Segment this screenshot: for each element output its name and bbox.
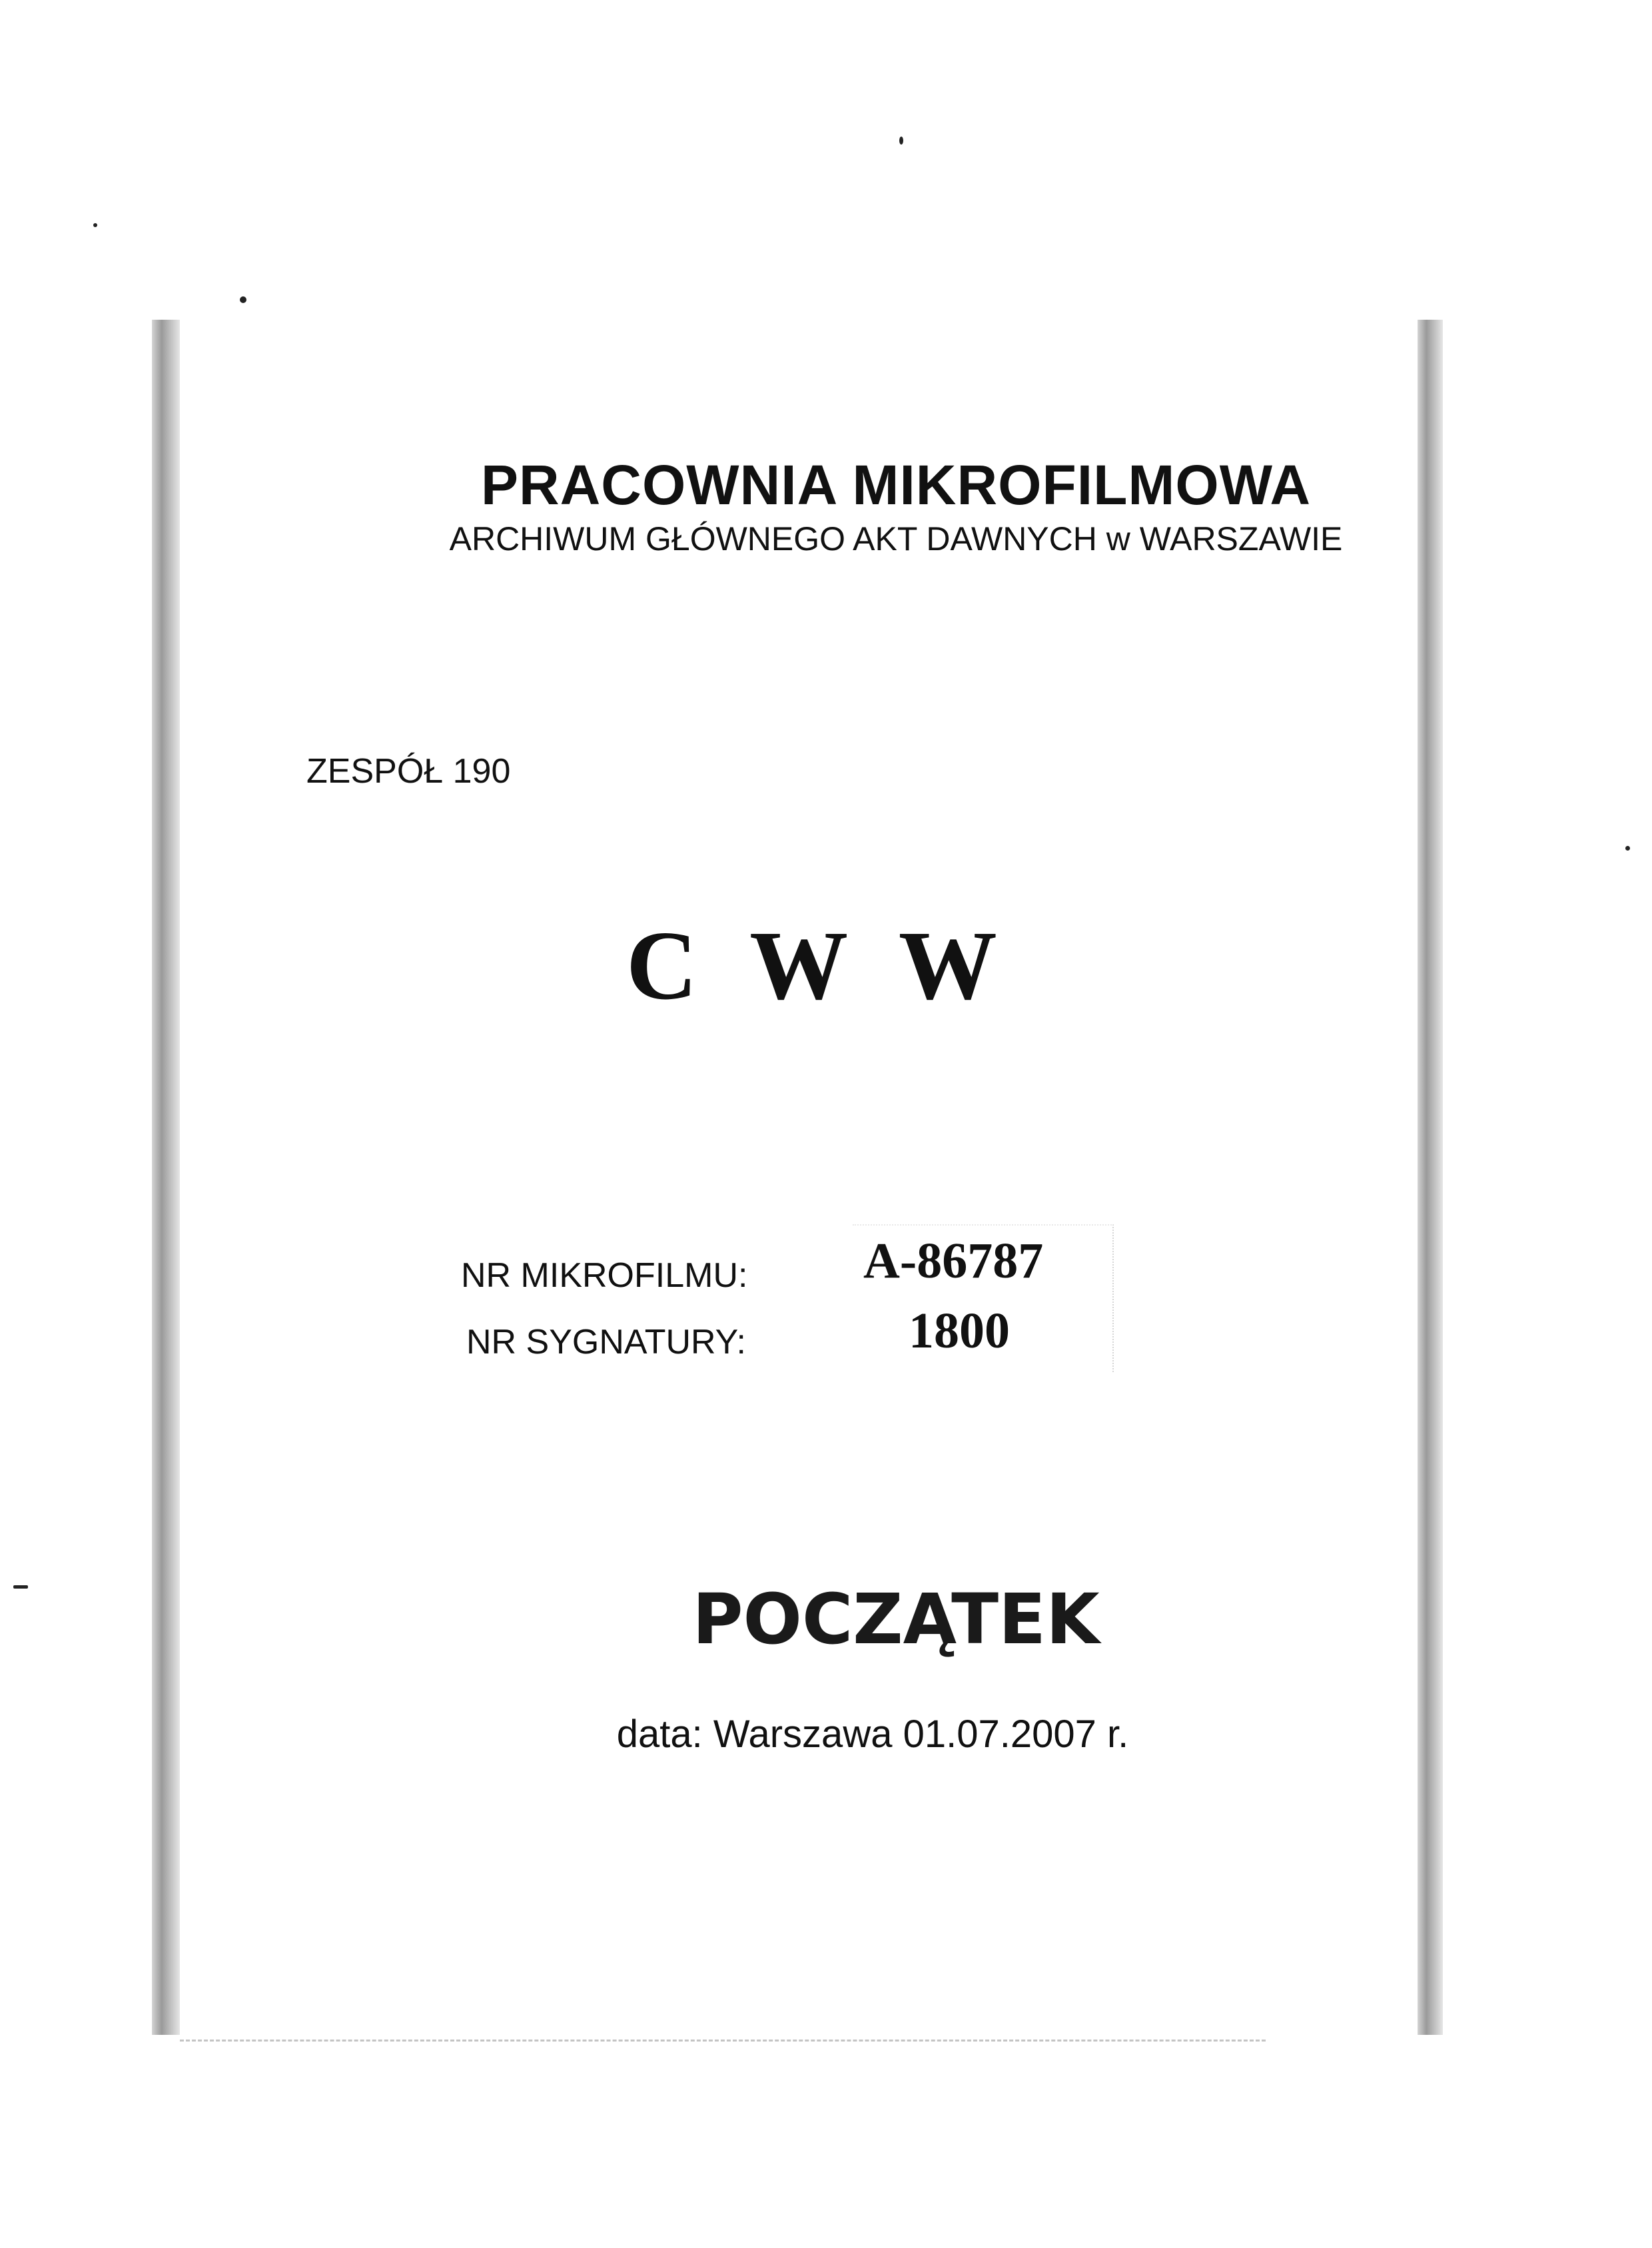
start-marker: POCZĄTEK [692,1579,1100,1660]
scan-speck [240,296,246,303]
bottom-edge-line [180,2040,1266,2042]
microfilm-number-label: NR MIKROFILMU: [461,1256,748,1295]
scan-speck [1625,846,1630,851]
collection-code: C W W [626,911,1012,1020]
right-film-edge [1418,320,1443,2035]
scan-speck [93,223,97,227]
page-subtitle: ARCHIWUM GŁÓWNEGO AKT DAWNYCH w WARSZAWIE [449,520,1343,558]
page-title: PRACOWNIA MIKROFILMOWA [480,454,1312,516]
fonds-label: ZESPÓŁ 190 [306,752,511,791]
left-film-edge [152,320,180,2035]
signature-number-value: 1800 [909,1303,1010,1359]
scan-speck [899,137,903,145]
signature-number-label: NR SYGNATURY: [466,1323,746,1361]
date-line: data: Warszawa 01.07.2007 r. [616,1712,1129,1756]
microfilm-number-value: A-86787 [863,1233,1044,1289]
